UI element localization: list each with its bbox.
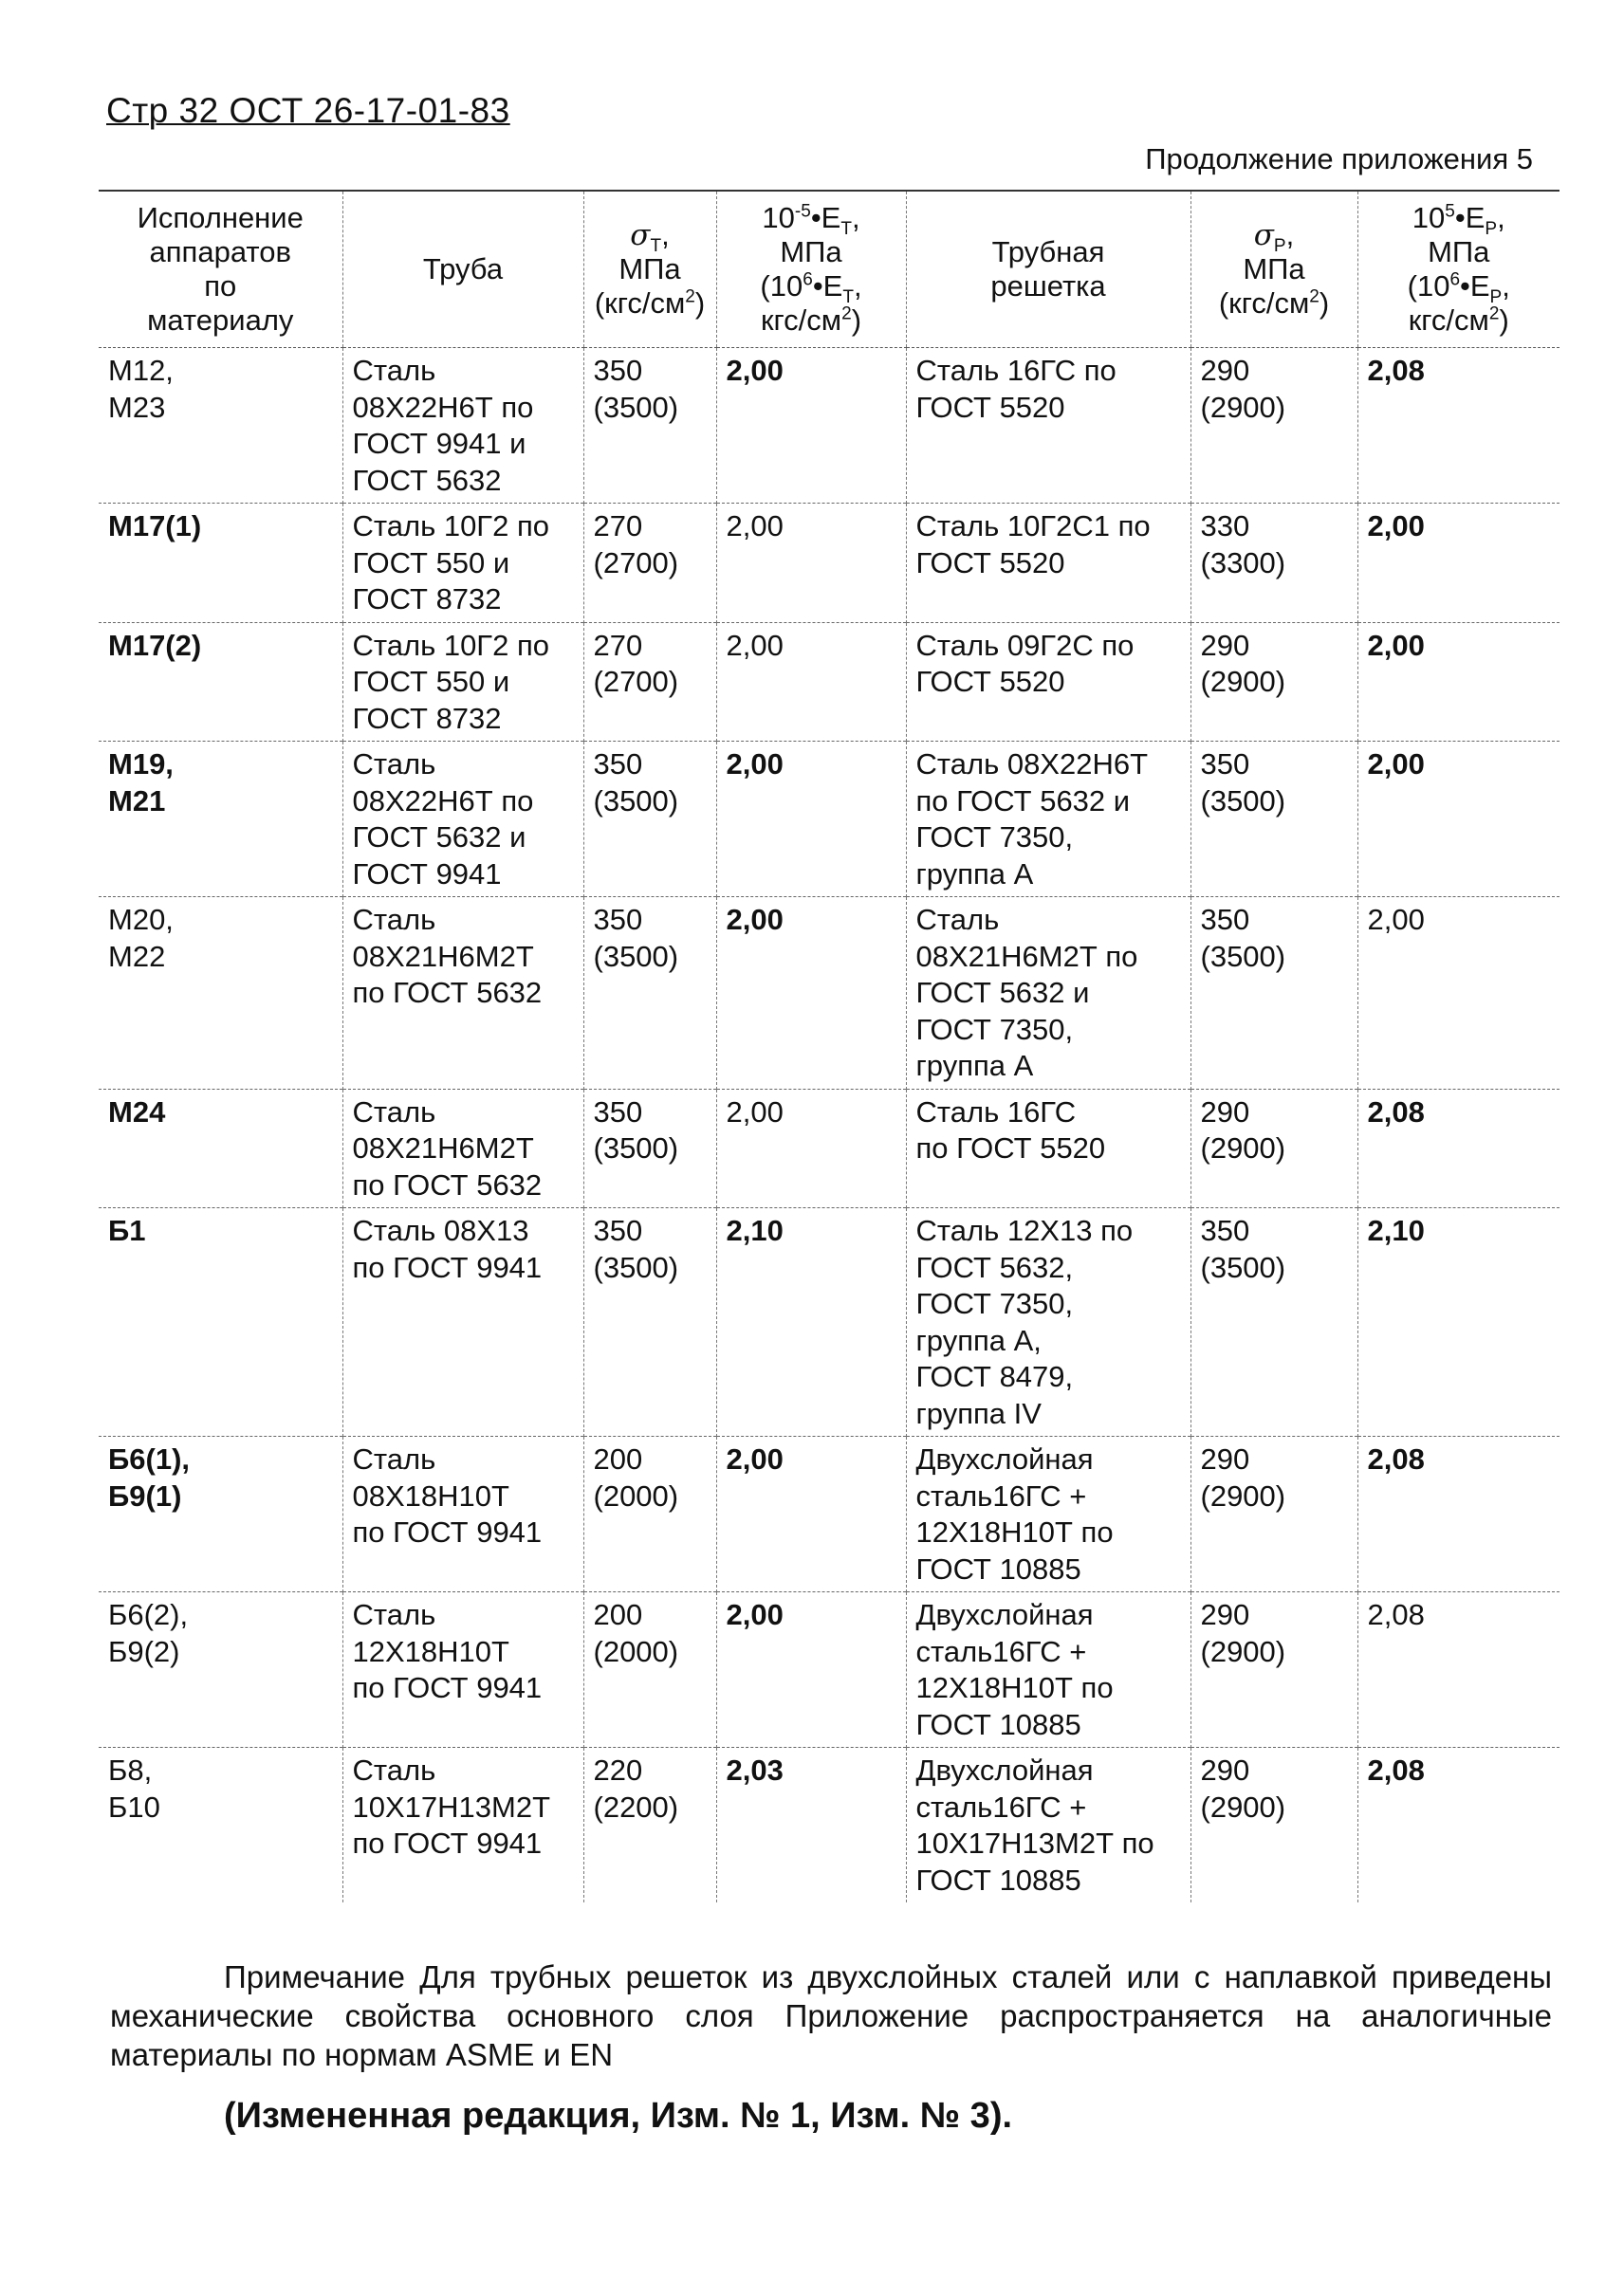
- cell-execution-line: Б8,: [108, 1754, 153, 1787]
- cell-sigma-p-line: (3500): [1200, 939, 1286, 973]
- cell-sigma-t-line: 270: [593, 509, 643, 542]
- cell-execution: [99, 622, 342, 742]
- cell-pipe-line: 08Х18Н10Т: [352, 1479, 509, 1513]
- table-row: [99, 897, 1559, 1090]
- cell-pipe-line: Сталь: [352, 1598, 436, 1631]
- header-e-t: $10^{-5}•E_T$, МПа ($10^6•E_T$, кгс/$см^2$): [716, 191, 906, 348]
- table-body: [99, 348, 1559, 1903]
- cell-pipe-line: Сталь: [352, 747, 436, 781]
- cell-e-t: 2,03: [716, 1748, 906, 1903]
- amendment-note: (Измененная редакция, Изм. № 1, Изм. № 3).: [224, 2096, 1013, 2136]
- cell-sigma-t: [583, 1208, 716, 1437]
- cell-pipe-line: 08Х22Н6Т по: [352, 783, 534, 817]
- cell-sigma-t-line: (2200): [593, 1790, 679, 1824]
- table-row: [99, 1437, 1559, 1592]
- cell-sigma-p-line: 290: [1200, 1598, 1250, 1631]
- cell-tube-sheet-line: ГОСТ 7350,: [915, 1012, 1074, 1046]
- cell-tube-sheet-line: ГОСТ 5632,: [915, 1250, 1074, 1284]
- cell-tube-sheet-line: сталь16ГС +: [915, 1479, 1087, 1513]
- cell-tube-sheet-line: ГОСТ 8479,: [915, 1360, 1074, 1393]
- cell-tube-sheet-line: Сталь 12Х13 по: [915, 1214, 1134, 1247]
- cell-tube-sheet-line: Сталь 08Х22Н6Т: [915, 747, 1149, 781]
- cell-sigma-p-line: (2900): [1200, 390, 1286, 424]
- cell-tube-sheet-line: по ГОСТ 5520: [915, 1131, 1106, 1165]
- cell-tube-sheet: [906, 348, 1190, 504]
- cell-tube-sheet-line: 10Х17Н13М2Т по: [915, 1827, 1154, 1860]
- cell-tube-sheet: [906, 504, 1190, 623]
- cell-sigma-p-line: (2900): [1200, 1634, 1286, 1668]
- table-row: [99, 1089, 1559, 1208]
- cell-pipe-line: Сталь: [352, 903, 436, 936]
- cell-execution: [99, 1592, 342, 1748]
- cell-sigma-p: [1190, 742, 1357, 897]
- cell-sigma-p-line: 290: [1200, 1754, 1250, 1787]
- cell-sigma-t-line: (2000): [593, 1479, 679, 1513]
- table-header-row: [99, 191, 1559, 348]
- cell-tube-sheet-line: Двухслойная: [915, 1754, 1094, 1787]
- cell-tube-sheet-line: Сталь: [915, 903, 1000, 936]
- cell-tube-sheet: [906, 1208, 1190, 1437]
- cell-tube-sheet: [906, 742, 1190, 897]
- cell-sigma-t: [583, 742, 716, 897]
- cell-pipe: [342, 1089, 583, 1208]
- cell-execution: [99, 348, 342, 504]
- cell-tube-sheet-line: Сталь 16ГС по: [915, 354, 1116, 387]
- cell-e-t: 2,00: [716, 1592, 906, 1748]
- cell-sigma-t: [583, 1592, 716, 1748]
- cell-execution-line: Б9(2): [108, 1634, 180, 1668]
- cell-pipe-line: ГОСТ 9941 и: [352, 427, 526, 460]
- cell-pipe-line: ГОСТ 5632 и: [352, 820, 526, 854]
- cell-tube-sheet-line: группа А,: [915, 1323, 1042, 1357]
- cell-sigma-t-line: (3500): [593, 390, 679, 424]
- cell-execution: [99, 897, 342, 1090]
- cell-pipe-line: ГОСТ 550 и: [352, 545, 510, 579]
- cell-sigma-p-line: 350: [1200, 747, 1250, 781]
- cell-sigma-t-line: 350: [593, 354, 643, 387]
- cell-sigma-p: [1190, 622, 1357, 742]
- cell-execution-line: М19,: [108, 747, 174, 781]
- cell-sigma-p-line: (2900): [1200, 665, 1286, 698]
- cell-sigma-p-line: (2900): [1200, 1479, 1286, 1513]
- cell-tube-sheet-line: Двухслойная: [915, 1598, 1094, 1631]
- cell-tube-sheet-line: группа А: [915, 1049, 1034, 1082]
- header-sigma-p: $\sigma_P$, МПа $(кгс/см^2)$: [1190, 191, 1357, 348]
- cell-e-p: 2,08: [1357, 1592, 1559, 1748]
- cell-tube-sheet-line: сталь16ГС +: [915, 1634, 1087, 1668]
- cell-execution: [99, 1208, 342, 1437]
- cell-execution: [99, 1089, 342, 1208]
- cell-execution-line: М17(2): [108, 628, 202, 662]
- cell-sigma-p: [1190, 504, 1357, 623]
- page-header-title: Стр 32 ОСТ 26-17-01-83: [106, 91, 510, 130]
- cell-sigma-p-line: 350: [1200, 1214, 1250, 1247]
- cell-sigma-p: [1190, 1592, 1357, 1748]
- cell-pipe-line: ГОСТ 5632: [352, 463, 502, 497]
- cell-sigma-p-line: 290: [1200, 1442, 1250, 1476]
- cell-pipe: [342, 1437, 583, 1592]
- cell-pipe: [342, 897, 583, 1090]
- table-row: [99, 742, 1559, 897]
- table-row: [99, 504, 1559, 623]
- cell-tube-sheet-line: сталь16ГС +: [915, 1790, 1087, 1824]
- cell-pipe: [342, 504, 583, 623]
- cell-e-t: 2,10: [716, 1208, 906, 1437]
- cell-tube-sheet-line: 08Х21Н6М2Т по: [915, 939, 1138, 973]
- cell-tube-sheet-line: 12Х18Н10Т по: [915, 1515, 1114, 1549]
- cell-e-p: 2,00: [1357, 504, 1559, 623]
- cell-pipe-line: по ГОСТ 5632: [352, 1167, 543, 1202]
- table-row: [99, 348, 1559, 504]
- header-tube-sheet: Трубная решетка: [906, 191, 1190, 348]
- cell-e-t: 2,00: [716, 897, 906, 1090]
- cell-sigma-p: [1190, 1748, 1357, 1903]
- cell-pipe: [342, 1748, 583, 1903]
- cell-execution-line: М20,: [108, 903, 174, 936]
- cell-sigma-t-line: (3500): [593, 939, 679, 973]
- cell-e-t: 2,00: [716, 622, 906, 742]
- cell-e-p: 2,08: [1357, 1089, 1559, 1208]
- cell-pipe: [342, 348, 583, 504]
- cell-e-t: 2,00: [716, 1437, 906, 1592]
- cell-tube-sheet: [906, 1089, 1190, 1208]
- cell-tube-sheet: [906, 897, 1190, 1090]
- cell-sigma-p: [1190, 1089, 1357, 1208]
- cell-execution-line: Б6(2),: [108, 1598, 189, 1631]
- cell-pipe-line: Сталь 08Х13: [352, 1214, 529, 1247]
- cell-sigma-t: [583, 622, 716, 742]
- header-e-p: $10^5•E_P$, МПа ($10^6•E_P$, кгс/$см^2$): [1357, 191, 1559, 348]
- cell-execution-line: М24: [108, 1094, 166, 1129]
- cell-e-p: 2,10: [1357, 1208, 1559, 1437]
- cell-pipe-line: 08Х21Н6М2Т: [352, 939, 534, 973]
- cell-pipe-line: по ГОСТ 9941: [352, 1671, 543, 1704]
- cell-pipe-line: Сталь: [352, 354, 436, 387]
- cell-pipe-line: ГОСТ 8732: [352, 582, 502, 615]
- cell-sigma-t: [583, 897, 716, 1090]
- cell-tube-sheet-line: ГОСТ 5632 и: [915, 976, 1090, 1009]
- cell-pipe-line: Сталь 10Г2 по: [352, 509, 549, 542]
- cell-tube-sheet-line: ГОСТ 10885: [915, 1863, 1081, 1897]
- cell-tube-sheet-line: 12Х18Н10Т по: [915, 1671, 1114, 1704]
- cell-e-t: 2,00: [716, 1089, 906, 1208]
- cell-pipe-line: по ГОСТ 9941: [352, 1515, 543, 1549]
- cell-sigma-p: [1190, 1437, 1357, 1592]
- cell-tube-sheet: [906, 1592, 1190, 1748]
- cell-tube-sheet-line: ГОСТ 10885: [915, 1707, 1081, 1741]
- cell-pipe-line: 08Х21Н6М2Т: [352, 1131, 534, 1165]
- cell-tube-sheet-line: группа А: [915, 856, 1034, 891]
- cell-tube-sheet-line: ГОСТ 10885: [915, 1552, 1081, 1586]
- cell-sigma-p-line: 290: [1200, 628, 1250, 662]
- table-row: [99, 1748, 1559, 1903]
- cell-sigma-p-line: 290: [1200, 1094, 1250, 1129]
- cell-sigma-t-line: (3500): [593, 783, 679, 817]
- cell-sigma-t-line: (2700): [593, 545, 679, 579]
- cell-tube-sheet: [906, 622, 1190, 742]
- cell-execution-line: Б6(1),: [108, 1442, 191, 1476]
- cell-tube-sheet-line: ГОСТ 5520: [915, 545, 1065, 579]
- header-execution: Исполнение аппаратов по материалу: [99, 191, 342, 348]
- cell-tube-sheet-line: ГОСТ 5520: [915, 665, 1065, 698]
- cell-tube-sheet-line: Сталь 09Г2С по: [915, 628, 1135, 662]
- cell-sigma-t-line: (2700): [593, 665, 679, 698]
- cell-execution: [99, 504, 342, 623]
- cell-e-p: 2,08: [1357, 348, 1559, 504]
- cell-sigma-t-line: 350: [593, 1214, 643, 1247]
- cell-sigma-t: [583, 1437, 716, 1592]
- cell-sigma-p-line: (3500): [1200, 783, 1286, 817]
- cell-sigma-t: [583, 504, 716, 623]
- cell-sigma-t-line: 200: [593, 1442, 643, 1476]
- cell-tube-sheet-line: Сталь 16ГС: [915, 1094, 1077, 1129]
- cell-execution: [99, 742, 342, 897]
- cell-sigma-p: [1190, 1208, 1357, 1437]
- cell-pipe: [342, 742, 583, 897]
- cell-e-p: 2,08: [1357, 1437, 1559, 1592]
- cell-sigma-t-line: (2000): [593, 1634, 679, 1668]
- cell-pipe-line: 10Х17Н13М2Т: [352, 1790, 551, 1824]
- cell-pipe-line: ГОСТ 550 и: [352, 665, 510, 698]
- cell-sigma-p-line: 290: [1200, 354, 1250, 387]
- cell-e-p: 2,00: [1357, 622, 1559, 742]
- cell-sigma-p-line: (2900): [1200, 1790, 1286, 1824]
- cell-tube-sheet-line: по ГОСТ 5632 и: [915, 783, 1131, 817]
- table-row: [99, 1208, 1559, 1437]
- cell-execution-line: Б10: [108, 1790, 160, 1824]
- cell-tube-sheet-line: Сталь 10Г2С1 по: [915, 509, 1151, 542]
- cell-tube-sheet-line: Двухслойная: [915, 1442, 1094, 1476]
- cell-sigma-p-line: 330: [1200, 509, 1250, 542]
- cell-execution-line: М12,: [108, 354, 174, 387]
- cell-sigma-t-line: 220: [593, 1754, 643, 1787]
- cell-execution-line: Б1: [108, 1214, 146, 1247]
- cell-execution-line: М22: [108, 939, 166, 973]
- cell-sigma-p-line: (2900): [1200, 1131, 1286, 1165]
- cell-sigma-t-line: 350: [593, 1094, 643, 1129]
- cell-sigma-p: [1190, 348, 1357, 504]
- cell-sigma-t-line: 350: [593, 747, 643, 781]
- cell-tube-sheet: [906, 1748, 1190, 1903]
- cell-pipe-line: по ГОСТ 9941: [352, 1827, 543, 1860]
- cell-pipe-line: ГОСТ 8732: [352, 701, 502, 735]
- header-sigma-t: $\sigma_T$, МПа $(кгс/см^2)$: [583, 191, 716, 348]
- cell-sigma-t-line: (3500): [593, 1250, 679, 1284]
- cell-pipe-line: Сталь: [352, 1094, 436, 1129]
- cell-sigma-p-line: 350: [1200, 903, 1250, 936]
- cell-e-t: 2,00: [716, 348, 906, 504]
- cell-sigma-t-line: 270: [593, 628, 643, 662]
- cell-sigma-t-line: (3500): [593, 1131, 679, 1165]
- cell-sigma-p: [1190, 897, 1357, 1090]
- cell-execution-line: Б9(1): [108, 1479, 182, 1513]
- cell-tube-sheet: [906, 1437, 1190, 1592]
- cell-tube-sheet-line: ГОСТ 7350,: [915, 1287, 1074, 1320]
- header-pipe: Труба: [342, 191, 583, 348]
- cell-e-p: 2,00: [1357, 897, 1559, 1090]
- cell-pipe-line: по ГОСТ 5632: [352, 976, 543, 1009]
- cell-sigma-t: [583, 1089, 716, 1208]
- table-row: [99, 1592, 1559, 1748]
- appendix-continuation-label: Продолжение приложения 5: [1145, 142, 1533, 175]
- cell-sigma-t-line: 200: [593, 1598, 643, 1631]
- cell-pipe-line: 08Х22Н6Т по: [352, 390, 534, 424]
- cell-tube-sheet-line: ГОСТ 5520: [915, 390, 1065, 424]
- cell-pipe-line: Сталь: [352, 1754, 436, 1787]
- cell-e-t: 2,00: [716, 742, 906, 897]
- cell-pipe-line: Сталь 10Г2 по: [352, 628, 549, 662]
- cell-execution-line: М21: [108, 783, 166, 817]
- cell-execution: [99, 1437, 342, 1592]
- cell-sigma-t-line: 350: [593, 903, 643, 936]
- cell-pipe: [342, 1592, 583, 1748]
- cell-e-p: 2,08: [1357, 1748, 1559, 1903]
- cell-e-p: 2,00: [1357, 742, 1559, 897]
- cell-pipe-line: по ГОСТ 9941: [352, 1250, 543, 1284]
- cell-sigma-t: [583, 1748, 716, 1903]
- cell-pipe: [342, 622, 583, 742]
- cell-execution: [99, 1748, 342, 1903]
- cell-sigma-t: [583, 348, 716, 504]
- cell-tube-sheet-line: ГОСТ 7350,: [915, 820, 1074, 854]
- cell-pipe-line: Сталь: [352, 1442, 436, 1476]
- cell-tube-sheet-line: группа IV: [915, 1396, 1042, 1430]
- cell-pipe-line: 12Х18Н10Т: [352, 1634, 509, 1668]
- materials-table: [99, 190, 1559, 1902]
- cell-execution-line: М23: [108, 390, 166, 424]
- table-row: [99, 622, 1559, 742]
- cell-sigma-p-line: (3300): [1200, 545, 1286, 579]
- cell-execution-line: М17(1): [108, 509, 202, 542]
- table-note: Примечание Для трубных решеток из двухслойных сталей или с наплавкой приведены механические свойства основного слоя Приложение распространяется на аналогичные материалы по нормам ASME и EN: [110, 1959, 1552, 2072]
- cell-pipe-line: ГОСТ 9941: [352, 856, 502, 891]
- cell-sigma-p-line: (3500): [1200, 1250, 1286, 1284]
- cell-pipe: [342, 1208, 583, 1437]
- cell-e-t: 2,00: [716, 504, 906, 623]
